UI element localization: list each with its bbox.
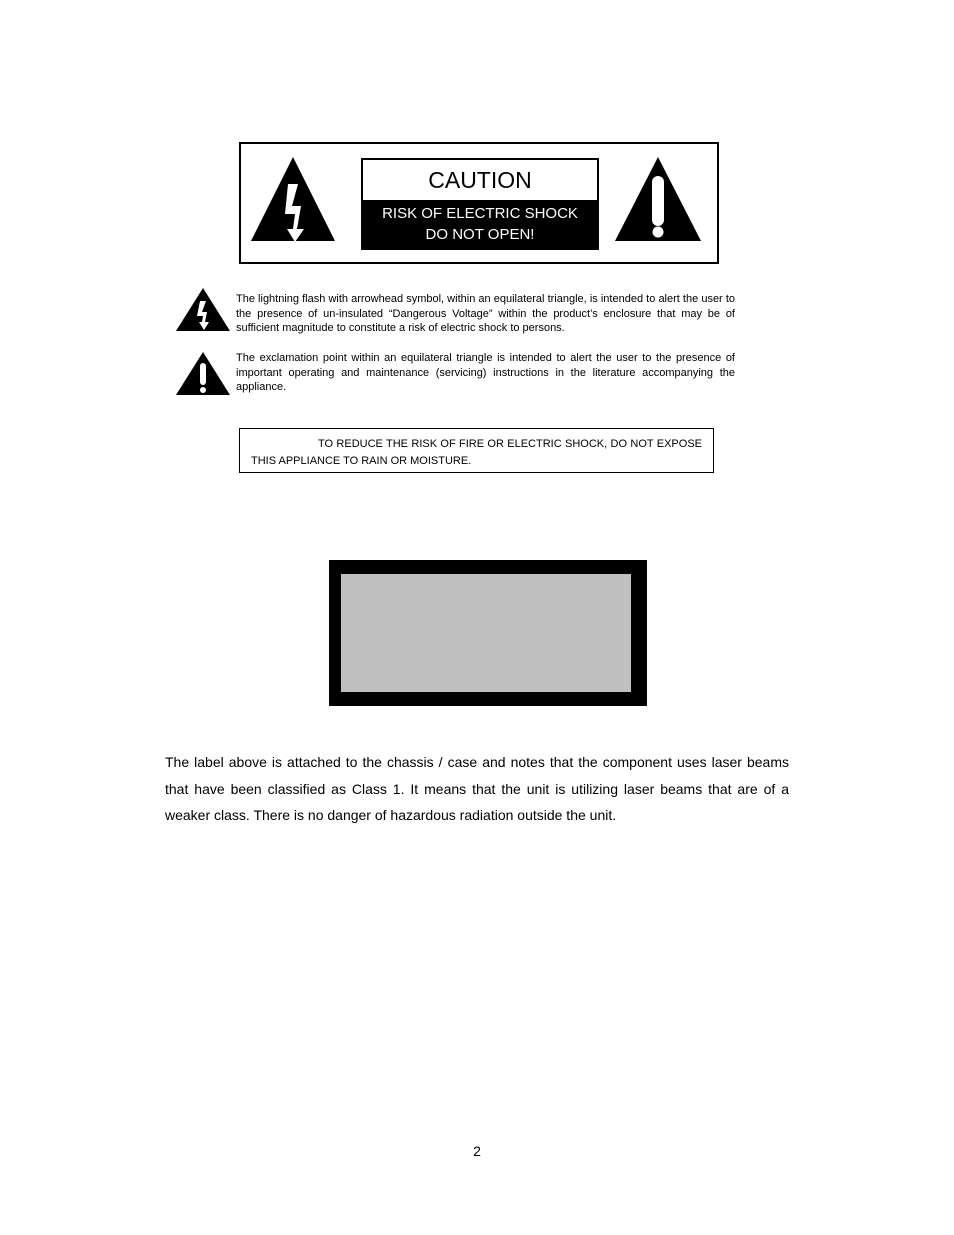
fire-shock-warning-text: TO REDUCE THE RISK OF FIRE OR ELECTRIC SHOCK, DO NOT EXPOSE THIS APPLIANCE TO RAIN OR MOISTURE. [251, 438, 702, 467]
fire-shock-warning-box [239, 428, 714, 473]
lightning-triangle-icon [250, 156, 336, 242]
lightning-warning-icon [175, 287, 231, 332]
caution-label [239, 142, 719, 264]
page-number: 2 [473, 1143, 481, 1159]
lightning-symbol-explanation: The lightning flash with arrowhead symbol, within an equilateral triangle, is intended to alert the user to the presence of un-insulated “Dangerous Voltage” within the product’s enclosure that may be of sufficient magnitude to constitute a risk of electric shock to persons. [236, 293, 735, 335]
exclamation-symbol-explanation: The exclamation point within an equilateral triangle is intended to alert the user to the presence of important operating and maintenance (servicing) instructions in the literature accompanying the appliance. [236, 352, 735, 394]
caution-line-2: DO NOT OPEN! [425, 226, 535, 243]
laser-label-panel [341, 574, 631, 692]
caution-title: CAUTION [428, 167, 532, 193]
laser-label-description: The label above is attached to the chassis / case and notes that the component uses laser beams that have been classified as Class 1. It means that the unit is utilizing laser beams that are of a weaker class. There is no danger of hazardous radiation outside the unit. [165, 754, 789, 823]
caution-title-box [361, 158, 599, 250]
caution-line-1: RISK OF ELECTRIC SHOCK [382, 205, 578, 222]
laser-class-label [329, 560, 647, 706]
exclamation-warning-icon [175, 351, 231, 396]
exclamation-triangle-icon [614, 156, 702, 242]
caution-shock-warning [363, 200, 597, 248]
